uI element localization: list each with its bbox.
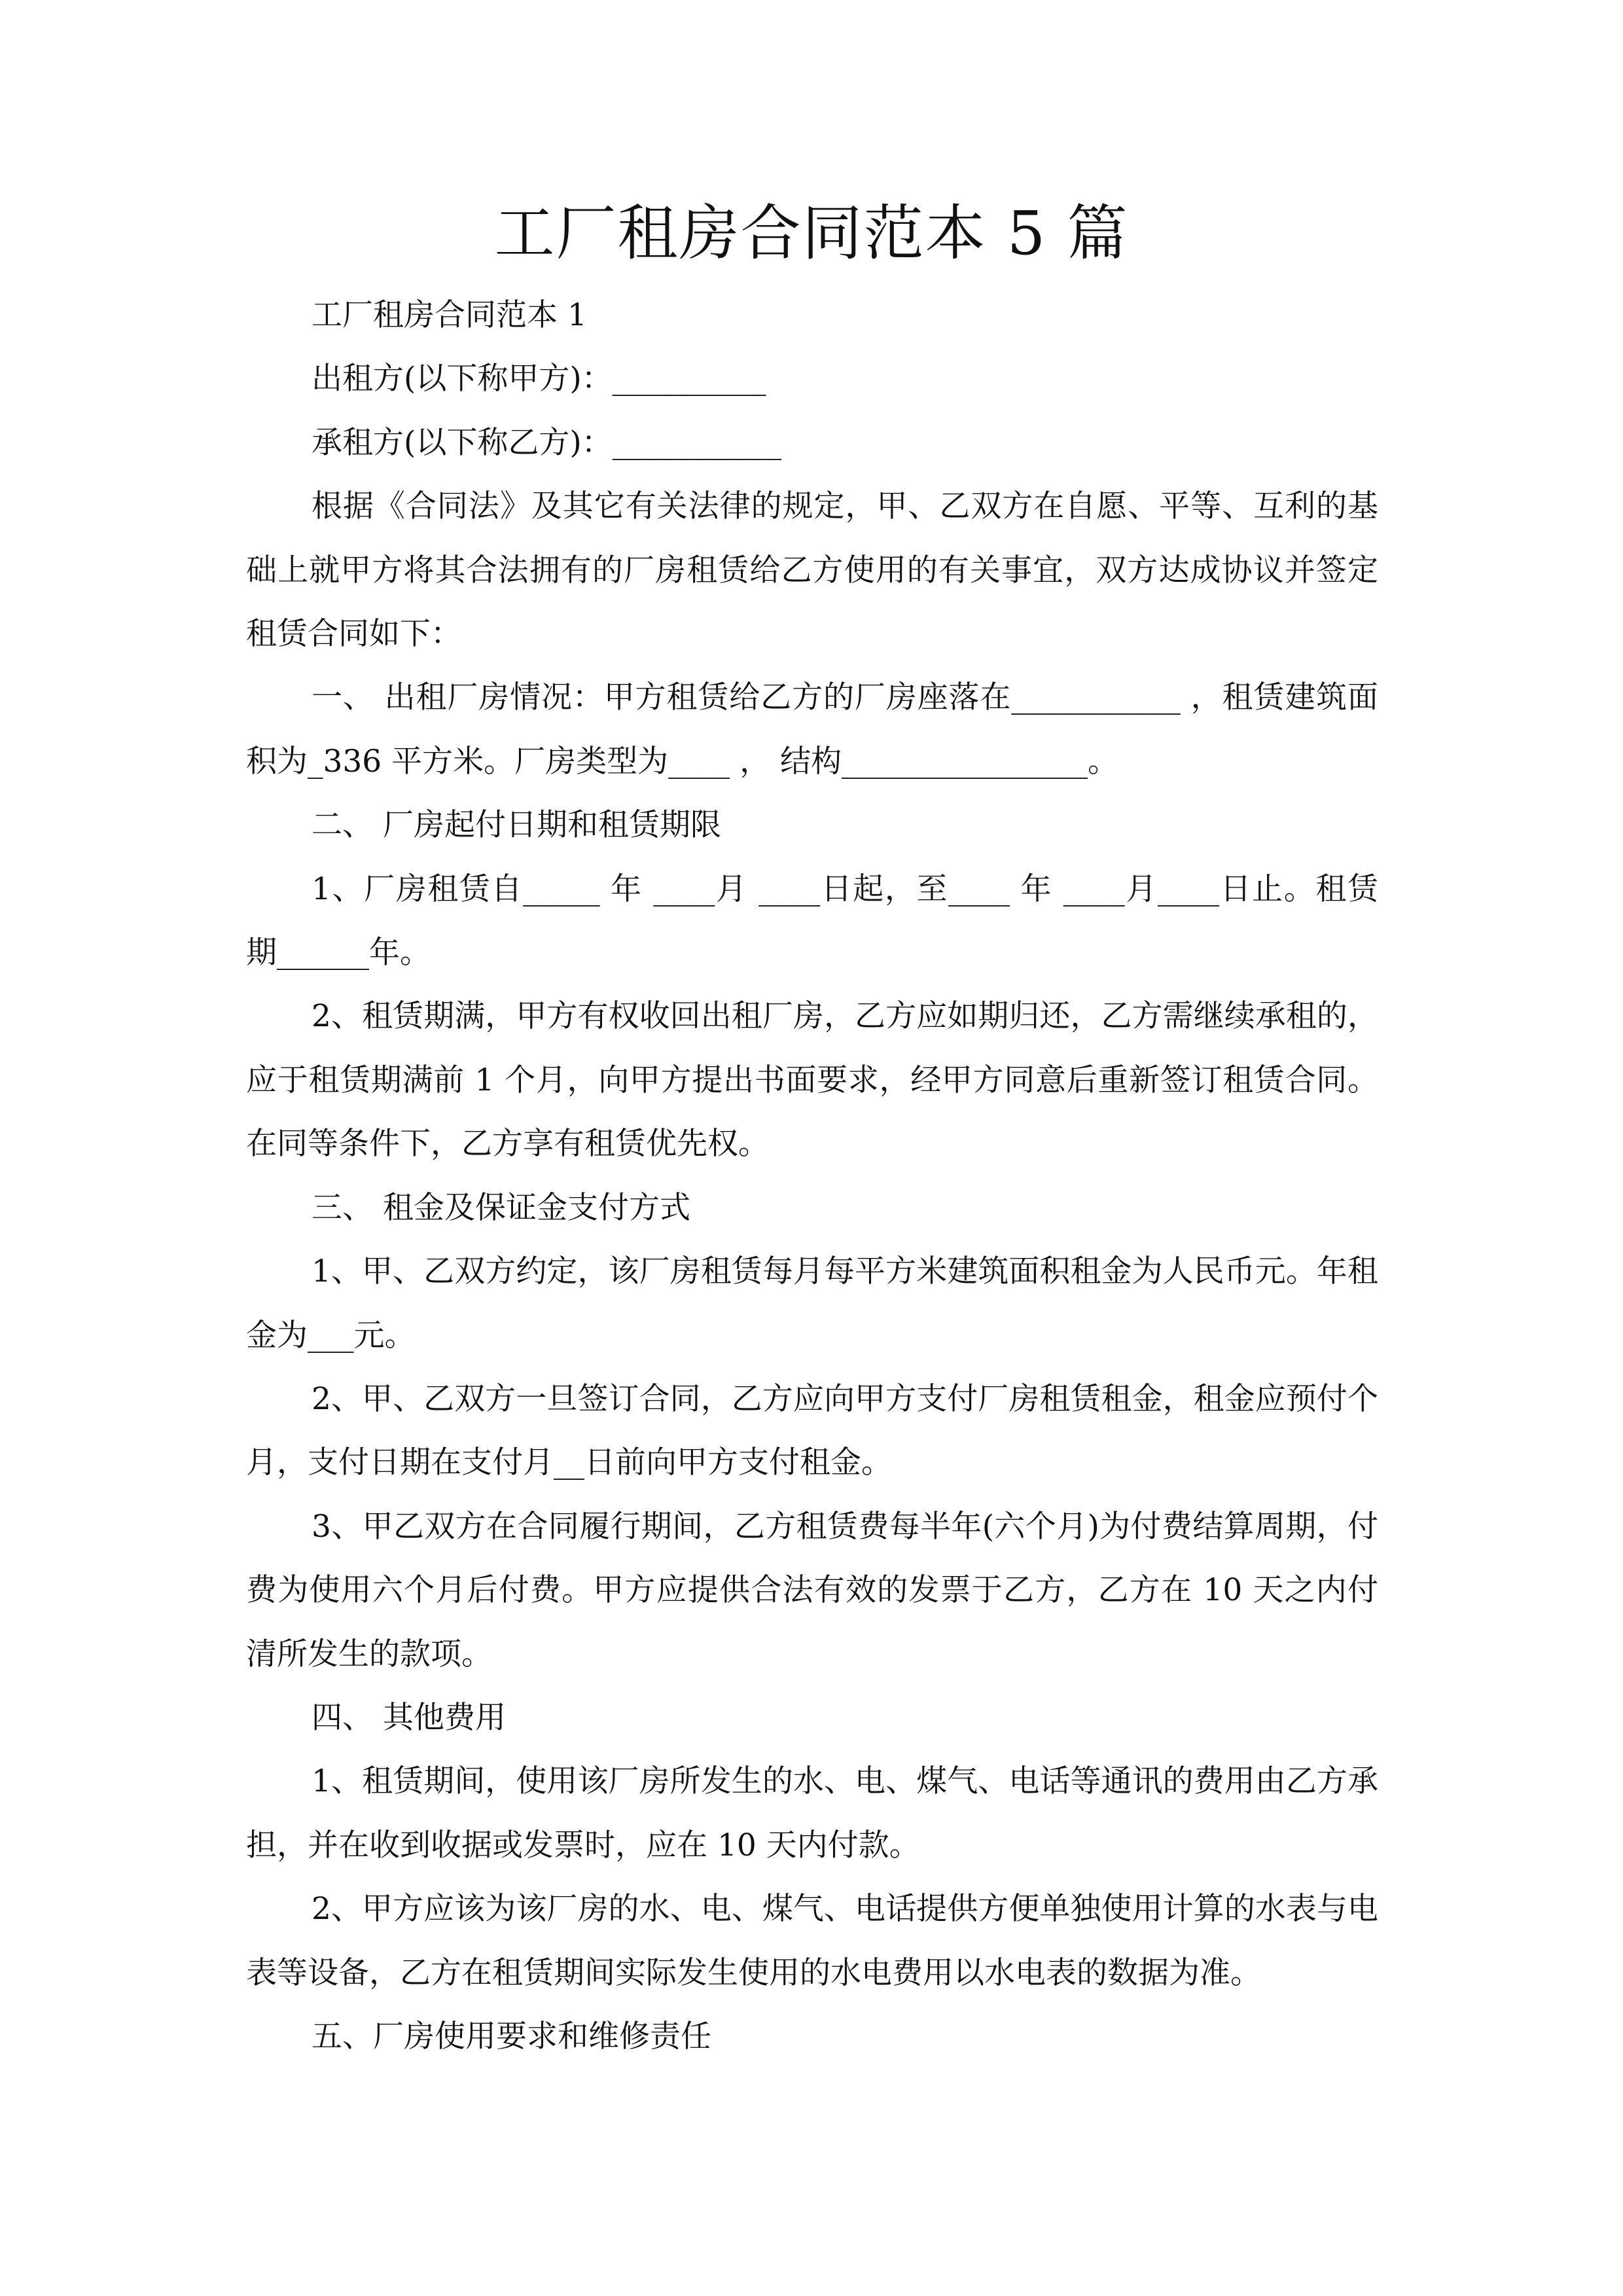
lessee-line: 承租方(以下称乙方)：___________ xyxy=(312,424,782,461)
section-2-heading: 二、 厂房起付日期和租赁期限 xyxy=(312,807,721,844)
subtitle: 工厂租房合同范本 1 xyxy=(312,297,587,333)
section-3-heading: 三、 租金及保证金支付方式 xyxy=(312,1189,690,1226)
section-5-heading: 五、厂房使用要求和维修责任 xyxy=(312,2018,711,2054)
section-3-item-2: 2、甲、乙双方一旦签订合同，乙方应向甲方支付厂房租赁租金，租金应预付个月，支付日期在支付月__日前向甲方支付租金。 xyxy=(246,1380,1378,1481)
preamble-paragraph: 根据《合同法》及其它有关法律的规定，甲、乙双方在自愿、平等、互利的基础上就甲方将其合法拥有的厂房租赁给乙方使用的有关事宜，双方达成协议并签定租赁合同如下： xyxy=(246,488,1378,653)
section-2-item-1: 1、厂房租赁自_____ 年 ____月 ____日起，至____ 年 ____月____日止。租赁期______年。 xyxy=(246,870,1378,971)
section-4-heading: 四、 其他费用 xyxy=(312,1699,506,1736)
lessor-line: 出租方(以下称甲方)：__________ xyxy=(312,361,766,397)
section-4-item-2: 2、甲方应该为该厂房的水、电、煤气、电话提供方便单独使用计算的水表与电表等设备，乙方在租赁期间实际发生使用的水电费用以水电表的数据为准。 xyxy=(246,1891,1378,1991)
document-title: 工厂租房合同范本 5 篇 xyxy=(494,198,1129,268)
document-body xyxy=(246,283,1378,2068)
section-3-item-3: 3、甲乙双方在合同履行期间，乙方租赁费每半年(六个月)为付费结算周期，付费为使用六个月后付费。甲方应提供合法有效的发票于乙方，乙方在 10 天之内付清所发生的款项。 xyxy=(246,1508,1378,1672)
section-1-paragraph: 一、 出租厂房情况：甲方租赁给乙方的厂房座落在___________ ，租赁建筑面积为_336 平方米。厂房类型为____ ， 结构________________。 xyxy=(246,679,1378,780)
section-4-item-1: 1、租赁期间，使用该厂房所发生的水、电、煤气、电话等通讯的费用由乙方承担，并在收到收据或发票时，应在 10 天内付款。 xyxy=(246,1763,1378,1863)
section-3-item-1: 1、甲、乙双方约定，该厂房租赁每月每平方米建筑面积租金为人民币元。年租金为___元。 xyxy=(246,1253,1378,1354)
section-2-item-2: 2、租赁期满，甲方有权收回出租厂房，乙方应如期归还，乙方需继续承租的，应于租赁期满前 1 个月，向甲方提出书面要求，经甲方同意后重新签订租赁合同。在同等条件下，乙方享有租赁优先权。 xyxy=(246,998,1378,1162)
